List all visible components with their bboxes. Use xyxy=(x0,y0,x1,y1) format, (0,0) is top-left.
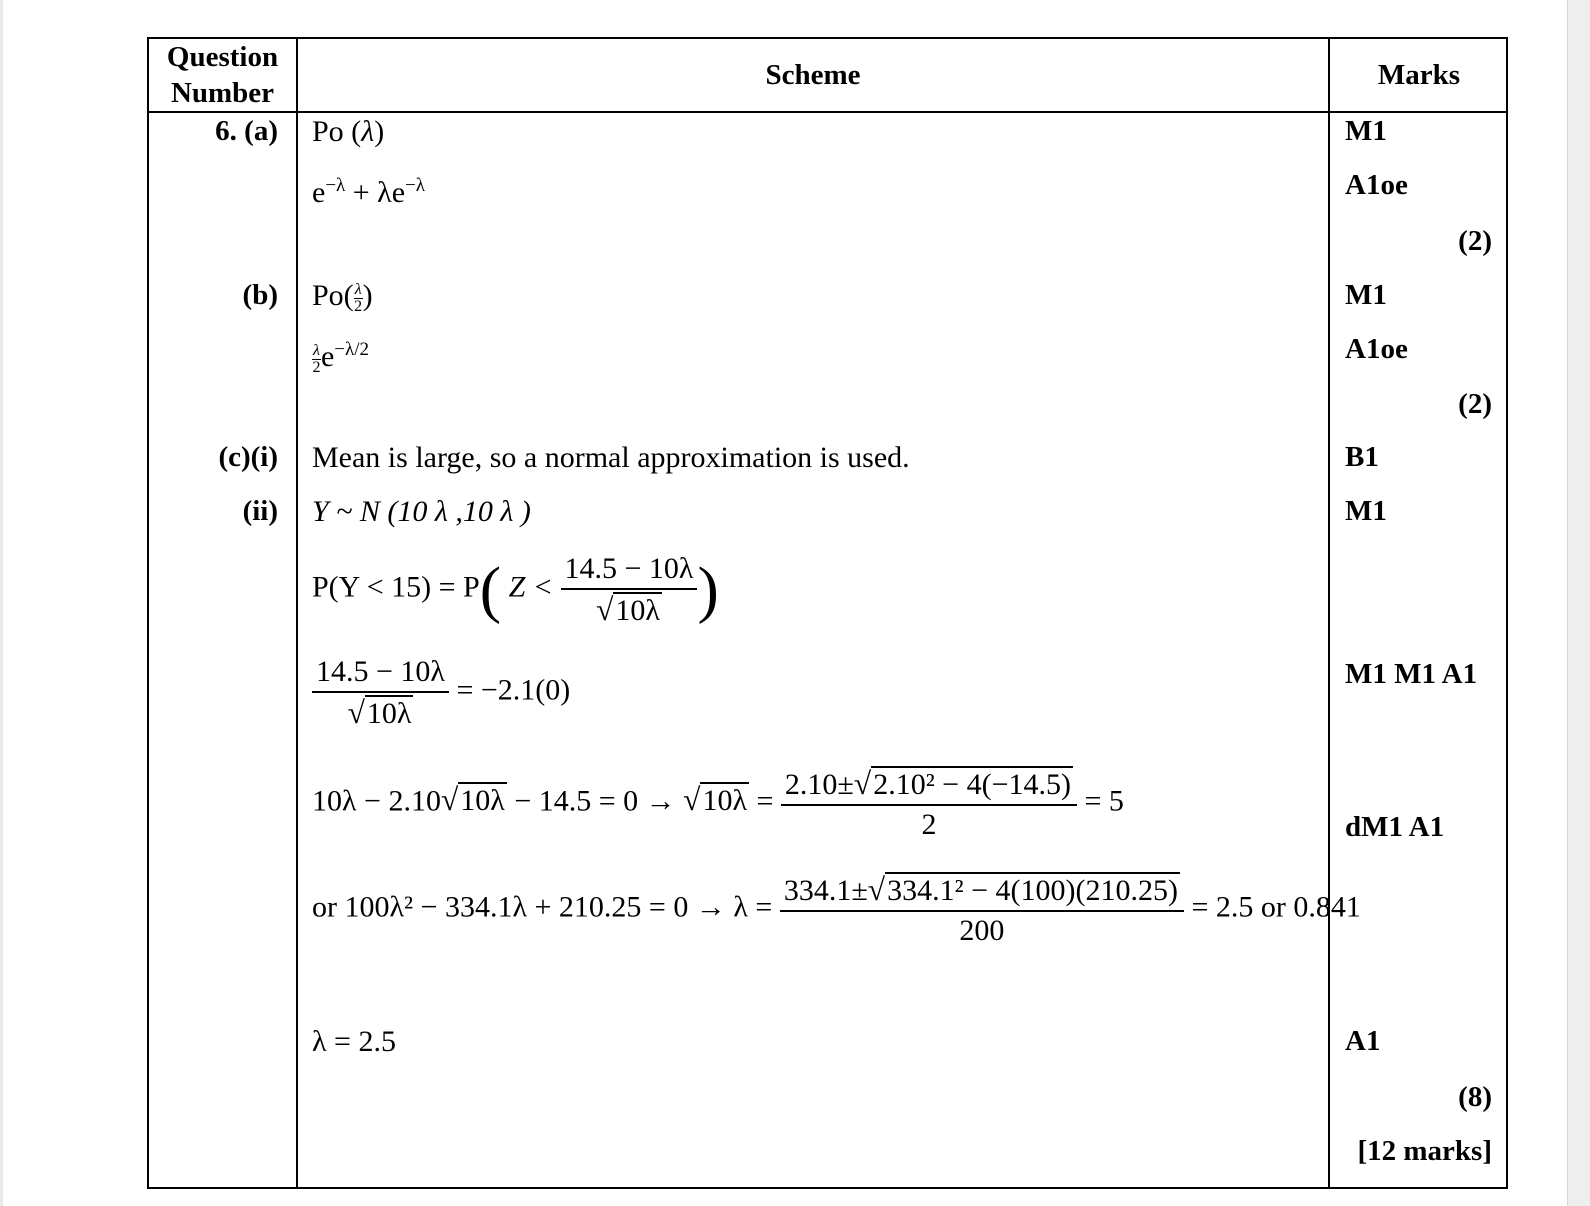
scheme-ii-answer: λ = 2.5 xyxy=(312,1025,396,1058)
scheme-ii-quadratic-sqrt xyxy=(312,767,1124,840)
lambda: λ xyxy=(361,115,375,148)
numerator-prefix: 334.1± xyxy=(783,874,868,907)
fraction-denominator: 2 xyxy=(354,297,363,315)
mark-b-a1: A1oe xyxy=(1345,333,1408,365)
mark-scheme-table xyxy=(147,37,1508,1189)
fraction-numerator xyxy=(781,767,1077,806)
z-less-than: Z < xyxy=(508,570,553,604)
fraction-numerator: λ xyxy=(354,280,362,298)
exponent: −λ/2 xyxy=(334,339,369,360)
close-paren: ) xyxy=(362,279,373,312)
column-divider-2 xyxy=(1328,39,1330,1187)
fraction-numerator xyxy=(780,873,1184,912)
label-6a: 6. (a) xyxy=(215,115,278,147)
column-divider-1 xyxy=(296,39,298,1187)
quadratic-lhs: or 100λ² − 334.1λ + 210.25 = 0 → λ = xyxy=(312,890,773,924)
sqrt-expression: √2.10² − 4(−14.5) xyxy=(853,766,1071,801)
scheme-a-line1 xyxy=(312,115,384,149)
label-ii: (ii) xyxy=(242,495,278,527)
radicand: 10λ xyxy=(366,696,412,730)
page-right-edge xyxy=(1567,0,1590,1206)
fraction-denominator: 2 xyxy=(921,807,937,841)
equation-rhs: = 5 xyxy=(1084,784,1124,818)
equation-rhs: = 2.5 or 0.841 xyxy=(1191,890,1361,924)
scheme-b-line1 xyxy=(312,279,373,315)
mark-ii-m1: M1 xyxy=(1345,495,1387,527)
quadratic-formula-fraction xyxy=(780,873,1184,946)
mark-ii-m1m1a1: M1 M1 A1 xyxy=(1345,658,1478,690)
mark-b-total: (2) xyxy=(1458,388,1492,420)
half-lambda-fraction xyxy=(312,343,321,376)
equation-rhs: = −2.1(0) xyxy=(456,673,571,707)
mark-b-m1: M1 xyxy=(1345,279,1387,311)
mark-a-total: (2) xyxy=(1458,225,1492,257)
numerator-prefix: 2.10± xyxy=(784,768,854,801)
fraction-denominator xyxy=(596,590,662,627)
fraction-numerator: 14.5 − 10λ xyxy=(312,656,449,693)
po-text: Po ( xyxy=(312,115,362,148)
radicand: 2.10² − 4(−14.5) xyxy=(873,768,1071,801)
mark-a-m1: M1 xyxy=(1345,115,1387,147)
radicand: 10λ xyxy=(702,784,747,818)
mark-ii-dm1a1: dM1 A1 xyxy=(1345,811,1445,843)
sqrt-expression-2: √10λ xyxy=(683,782,747,818)
quadratic-formula-fraction xyxy=(781,767,1077,840)
scheme-ii-equation xyxy=(312,656,570,729)
exponent: −λ xyxy=(325,175,346,196)
scheme-ii-quadratic-lambda xyxy=(312,873,1361,946)
radicand: 334.1² − 4(100)(210.25) xyxy=(887,874,1178,907)
fraction-denominator: 200 xyxy=(959,913,1005,947)
close-paren: ) xyxy=(374,115,385,148)
header-question-number: Question Number xyxy=(166,41,279,109)
header-divider xyxy=(149,111,1506,113)
mark-ci-b1: B1 xyxy=(1345,441,1379,473)
sqrt-expression: √10λ xyxy=(596,591,660,627)
scheme-b-line2 xyxy=(312,339,369,376)
scheme-a-line2 xyxy=(312,175,425,210)
fraction-denominator xyxy=(348,693,414,730)
e-term: e xyxy=(312,176,326,209)
fraction-denominator: 2 xyxy=(312,358,321,376)
sqrt-expression: √10λ xyxy=(440,782,505,818)
sqrt-expression: √334.1² − 4(100)(210.25) xyxy=(867,872,1178,907)
probability-lhs: P(Y < 15) = P xyxy=(312,570,480,604)
quadratic-lhs-b: − 14.5 = 0 → xyxy=(506,784,676,818)
sqrt-expression: √10λ xyxy=(347,694,412,730)
header-scheme: Scheme xyxy=(765,59,861,91)
right-paren: ) xyxy=(697,553,719,625)
scheme-ii-distribution: Y ~ N (10 λ ,10 λ ) xyxy=(312,495,531,528)
mark-a-a1: A1oe xyxy=(1345,169,1408,201)
plus-term: + λe xyxy=(345,176,406,209)
mark-ii-a1: A1 xyxy=(1345,1025,1381,1057)
left-paren: ( xyxy=(479,553,502,625)
label-ci: (c)(i) xyxy=(218,441,278,473)
equals-sign: = xyxy=(756,784,774,818)
half-lambda-fraction xyxy=(354,282,363,315)
radicand: 10λ xyxy=(460,784,505,818)
standardised-fraction xyxy=(312,656,449,729)
quadratic-lhs-a: 10λ − 2.10 xyxy=(312,784,441,818)
scheme-ii-probability xyxy=(312,553,719,626)
e-term: e xyxy=(320,340,335,373)
scheme-ci-text: Mean is large, so a normal approximation is used. xyxy=(312,441,910,474)
mark-grand-total: [12 marks] xyxy=(1357,1135,1492,1167)
fraction-numerator: λ xyxy=(313,341,320,359)
mark-c-total: (8) xyxy=(1458,1081,1492,1113)
radicand: 10λ xyxy=(615,593,660,627)
header-marks: Marks xyxy=(1377,59,1461,91)
fraction-numerator: 14.5 − 10λ xyxy=(561,553,698,590)
standardised-fraction xyxy=(561,553,698,626)
po-text: Po( xyxy=(312,279,354,312)
exponent-2: −λ xyxy=(405,175,425,196)
page-left-edge xyxy=(0,0,3,1206)
label-b: (b) xyxy=(242,279,278,311)
